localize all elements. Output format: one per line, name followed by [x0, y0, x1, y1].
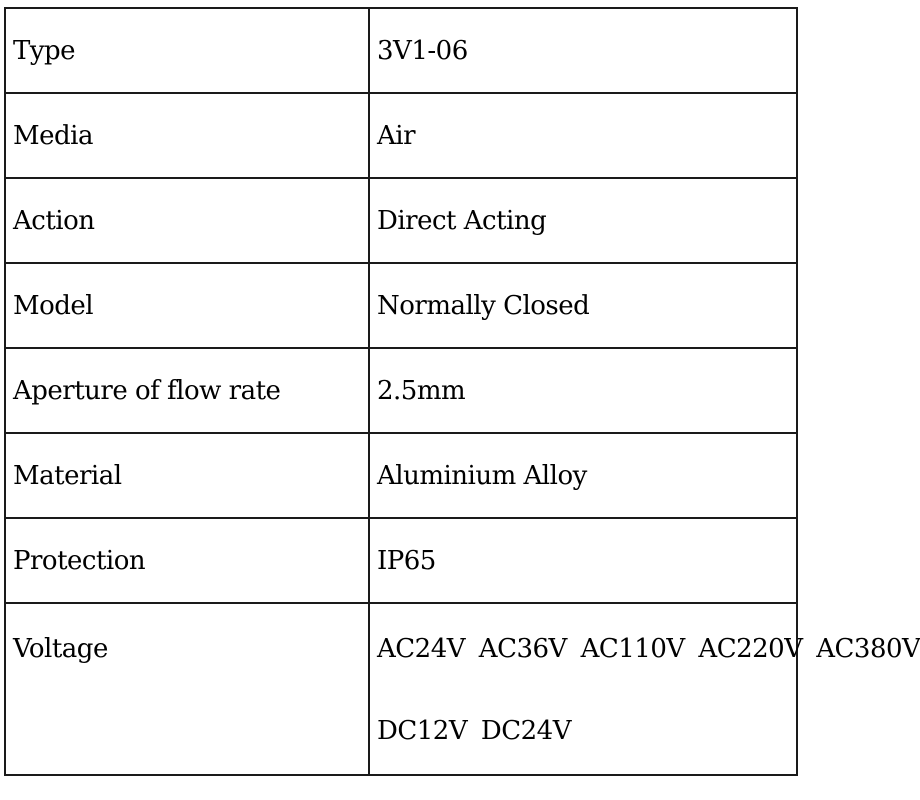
model-value: Normally Closed — [369, 263, 797, 348]
aperture-label: Aperture of flow rate — [5, 348, 369, 433]
voltage-cell — [5, 603, 369, 775]
voltage-label: Voltage — [13, 634, 108, 664]
table-row-model — [5, 263, 797, 348]
type-label: Type — [5, 8, 369, 93]
voltage-dc-values: DC12V DC24V — [377, 716, 571, 746]
table-row-media — [5, 93, 797, 178]
type-value: 3V1-06 — [369, 8, 797, 93]
table-row-voltage — [5, 603, 797, 775]
action-label: Action — [5, 178, 369, 263]
material-value: Aluminium Alloy — [369, 433, 797, 518]
media-label: Media — [5, 93, 369, 178]
action-value: Direct Acting — [369, 178, 797, 263]
model-label: Model — [5, 263, 369, 348]
material-label: Material — [5, 433, 369, 518]
voltage-ac-values: AC24V AC36V AC110V AC220V AC380V — [377, 634, 920, 664]
table-row-type — [5, 8, 797, 93]
protection-label: Protection — [5, 518, 369, 603]
table-row-action — [5, 178, 797, 263]
voltage-values-cell — [369, 603, 920, 775]
aperture-value: 2.5mm — [369, 348, 797, 433]
table-row-protection — [5, 518, 797, 603]
protection-value: IP65 — [369, 518, 797, 603]
specification-table — [4, 7, 920, 776]
table-row-material — [5, 433, 797, 518]
table-row-aperture — [5, 348, 797, 433]
media-value: Air — [369, 93, 797, 178]
